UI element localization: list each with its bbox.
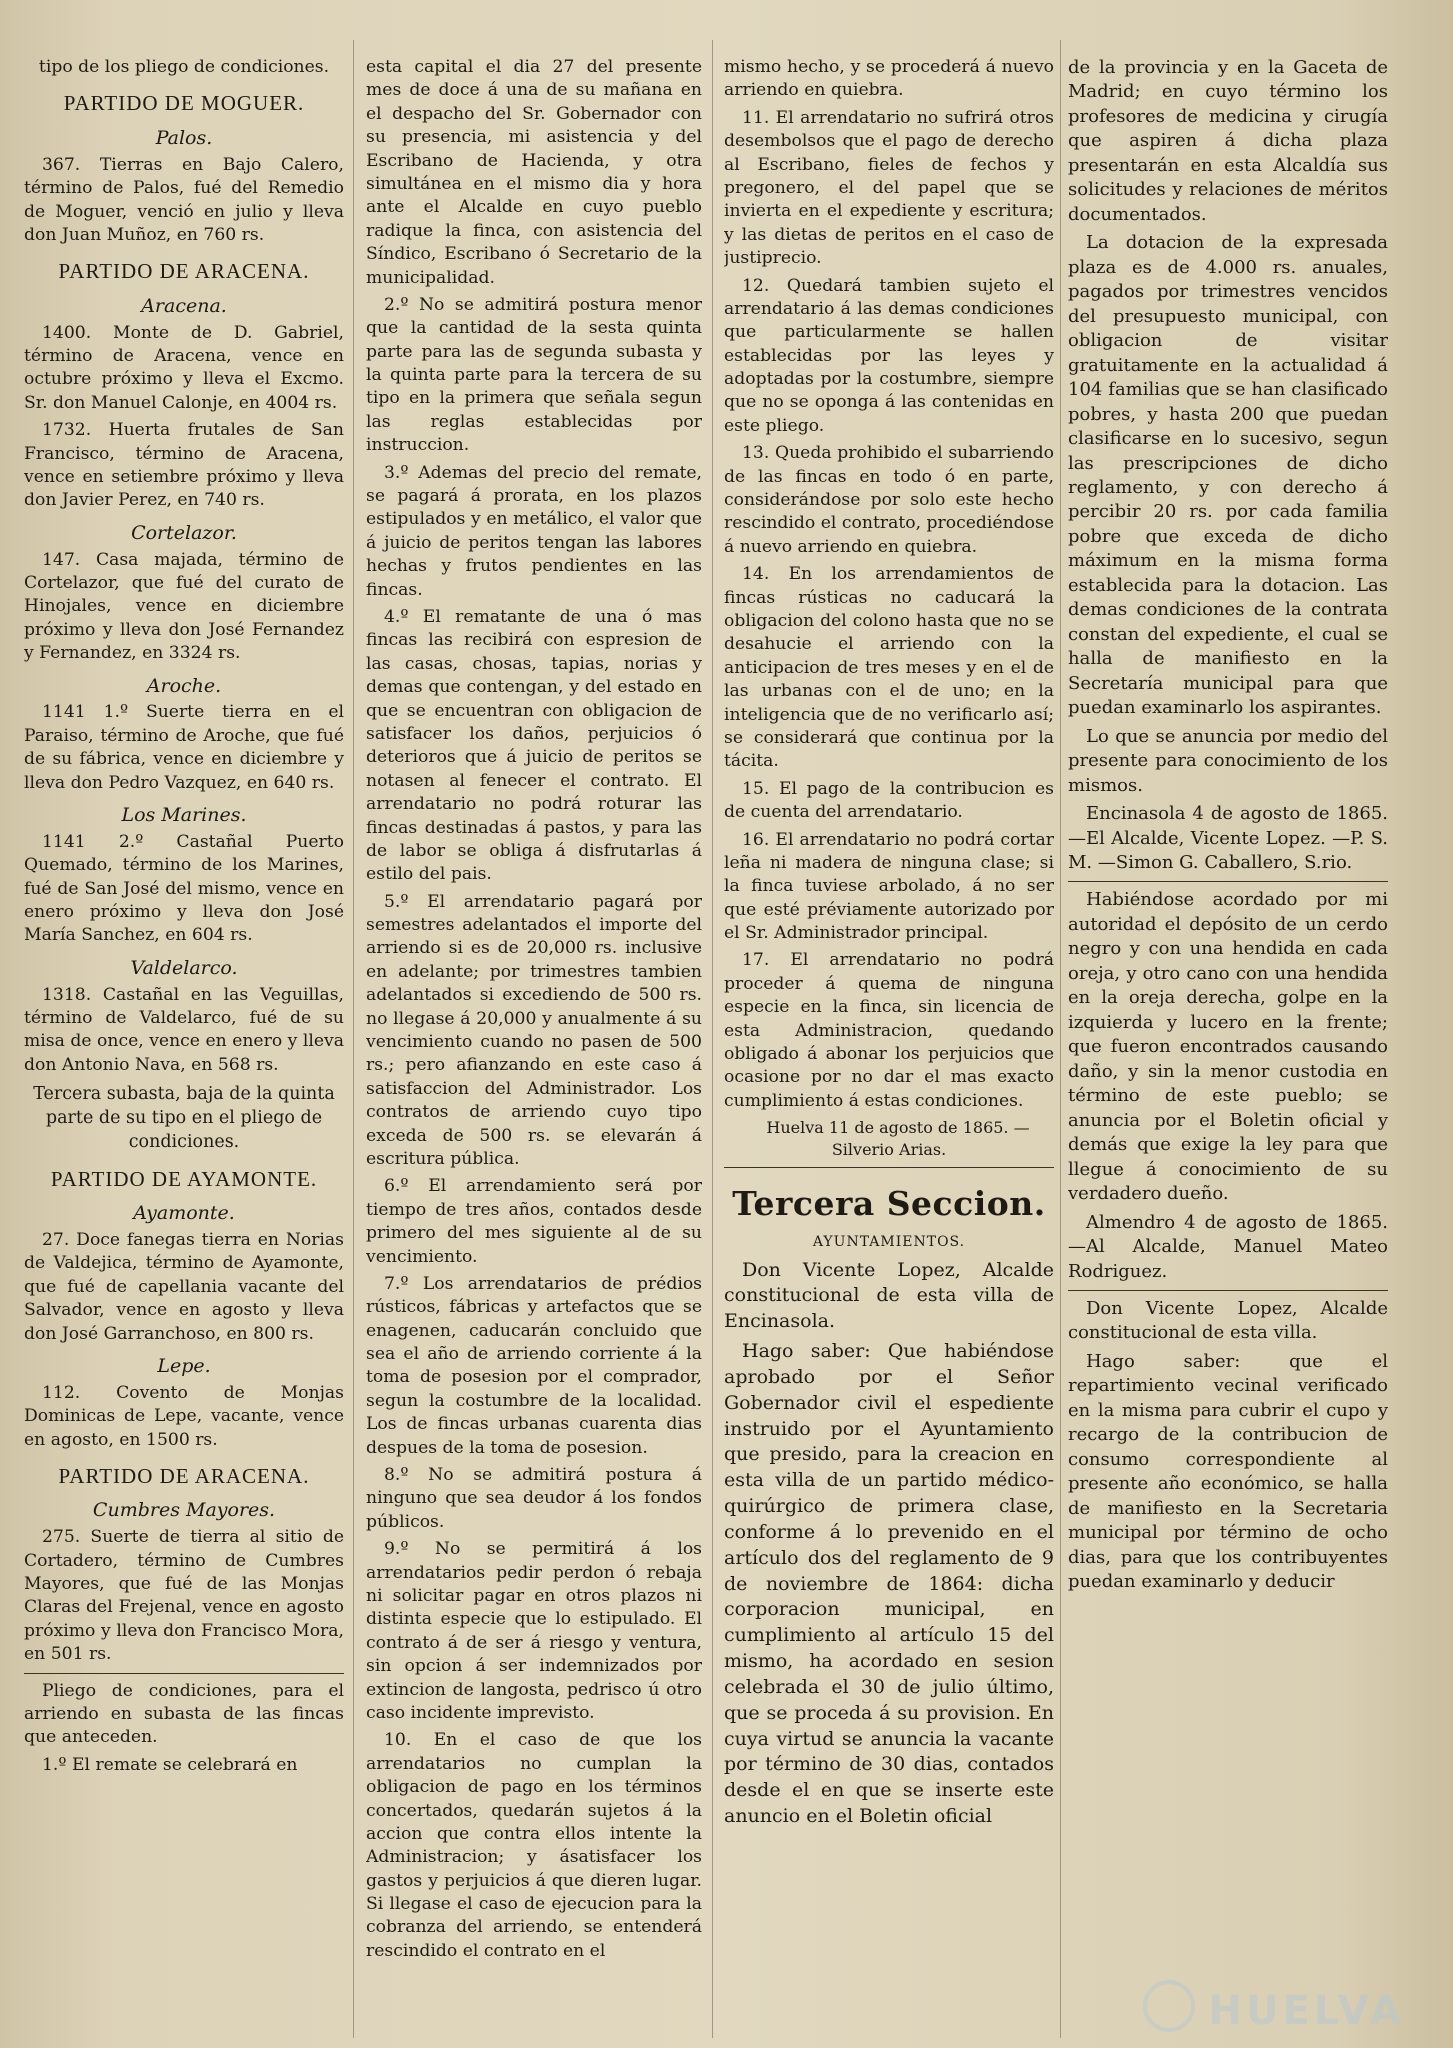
divider bbox=[24, 1673, 344, 1674]
signature: Huelva 11 de agosto de 1865. —Silverio Arias. bbox=[766, 1118, 1030, 1159]
paragraph: Don Vicente Lopez, Alcalde constitucional de esta villa. bbox=[1068, 1297, 1388, 1344]
condition: 17. El arrendatario no podrá proceder á quema de ninguna especie en la finca, sin licencia de esta Administracion, quedando obligado á abonar los perjuicios que ocasione por no dar el mas exacto cumplimiento á estas condiciones. bbox=[724, 950, 1054, 1111]
listing: 1141 2.º Castañal Puerto Quemado, término de los Marines, fué de San José del mismo, vence en enero próximo y lleva don José María Sanchez, en 604 rs. bbox=[24, 831, 344, 946]
paragraph: esta capital el dia 27 del presente mes de doce á una de su mañana en el despacho del Sr. Gobernador con su presencia, mi asistencia y del Escribano de Hacienda, y otra simultánea en el mismo dia y hora ante el Alcalde en cuyo pueblo radique la finca, con asistencia del Síndico, Escribano ó Secretario de la municipalidad. bbox=[366, 57, 702, 288]
condition: 8.º No se admitirá postura á ninguno que sea deudor á los fondos públicos. bbox=[366, 1465, 702, 1532]
town-heading: Aracena. bbox=[141, 294, 227, 317]
listing: 27. Doce fanegas tierra en Norias de Valdejica, término de Ayamonte, que fué de capellania vacante del Salvador, vence en agosto y lleva don José Garranchoso, en 800 rs. bbox=[24, 1229, 344, 1344]
condition: 10. En el caso de que los arrendatarios no cumplan la obligacion de pago en los términos concertados, quedarán sujetos á la accion que contra ellos intente la Administracion; y ásatisfacer los gastos y perjuicios á que dieren lugar. Si llegase el caso de ejecucion para la cobranza del arriendo, se entenderá rescindido el contrato en el bbox=[366, 1730, 702, 1961]
condition: 14. En los arrendamientos de fincas rústicas no caducará la obligacion del colono hasta que no se desahucie el arriendo con la anticipacion de tres meses y en el de las urbanas con el de uno; en la inteligencia que de no verificarlo así; se considerará que continua por la tácita. bbox=[724, 564, 1054, 772]
town-heading: Palos. bbox=[155, 126, 213, 149]
divider bbox=[1068, 881, 1388, 882]
listing: 1400. Monte de D. Gabriel, término de Aracena, vence en octubre próximo y lleva el Excmo. Sr. don Manuel Calonje, en 4004 rs. bbox=[24, 322, 344, 413]
column-rule bbox=[712, 40, 713, 2038]
condition: 4.º El rematante de una ó mas fincas las recibirá con espresion de las casas, chosas, tapias, norias y demas que contengan, y del estado en que se encuentran con obligacion de satisfacer los daños, perjuicios ó deterioros que á juicio de peritos se notasen al fenecer el contrato. El arrendatario no podrá roturar las fincas destinadas á pastos, y para las de labor se obliga á disfrutarlas á estilo del pais. bbox=[366, 606, 702, 885]
column-3 bbox=[724, 56, 1054, 2030]
paragraph: 1.º El remate se celebrará en bbox=[42, 1754, 298, 1775]
listing: 112. Covento de Monjas Dominicas de Lepe, vacante, vence en agosto, en 1500 rs. bbox=[24, 1382, 344, 1450]
condition: 16. El arrendatario no podrá cortar leña ni madera de ninguna clase; si la finca tuviese arbolado, á no ser que esté préviamente autorizado por el Sr. Administrador principal. bbox=[724, 829, 1054, 944]
signature: Almendro 4 de agosto de 1865. —Al Alcalde, Manuel Mateo Rodriguez. bbox=[1068, 1211, 1388, 1282]
town-heading: Valdelarco. bbox=[130, 956, 238, 979]
column-2 bbox=[366, 56, 702, 2030]
section-subtitle: AYUNTAMIENTOS. bbox=[812, 1233, 966, 1250]
town-heading: Los Marines. bbox=[121, 804, 247, 826]
paragraph: Don Vicente Lopez, Alcalde constitucional de esta villa de Encinasola. bbox=[724, 1258, 1054, 1333]
column-rule bbox=[1060, 40, 1061, 2038]
section-heading: PARTIDO DE ARACENA. bbox=[58, 259, 310, 284]
listing: 1141 1.º Suerte tierra en el Paraiso, término de Aroche, que fué de su fábrica, vence en diciembre y lleva don Pedro Vazquez, en 640 rs. bbox=[24, 702, 344, 793]
paragraph: Pliego de condiciones, para el arriendo en subasta de las fincas que anteceden. bbox=[24, 1680, 344, 1748]
town-heading: Ayamonte. bbox=[133, 1202, 235, 1225]
signature: Encinasola 4 de agosto de 1865. —El Alcalde, Vicente Lopez. —P. S. M. —Simon G. Caballero, S.rio. bbox=[1068, 803, 1388, 873]
paragraph: Hago saber: que el repartimiento vecinal verificado en la misma para cubrir el cupo y recargo de la contribucion de consumo correspondiente al presente año económico, se halla de manifiesto en la Secretaria municipal por término de ocho dias, para que los contribuyentes puedan examinarlo y deducir bbox=[1068, 1350, 1388, 1593]
column-1 bbox=[24, 56, 344, 2030]
town-heading: Cortelazor. bbox=[131, 521, 237, 544]
condition: 6.º El arrendamiento será por tiempo de tres años, contados desde primero del mes siguiente al de su vencimiento. bbox=[366, 1176, 702, 1267]
condition: 9.º No se permitirá á los arrendatarios pedir perdon ó rebaja ni solicitar pagar en otros plazos ni distinta especie que lo estipulado. El contrato á de ser á riesgo y ventura, sin opcion á ser indemnizados por extincion de langosta, pedrisco ú otro caso incidente imprevisto. bbox=[366, 1539, 702, 1723]
column-rule bbox=[353, 40, 354, 2038]
column-4 bbox=[1068, 56, 1388, 2030]
subasta-notice: Tercera subasta, baja de la quinta parte de su tipo en el pliego de condiciones. bbox=[33, 1084, 335, 1152]
condition: 3.º Ademas del precio del remate, se pagará á prorata, en los plazos estipulados y en metálico, el valor que á juicio de peritos tengan las labores hechas y frutos pendientes en las fincas. bbox=[366, 462, 702, 600]
section-heading: PARTIDO DE AYAMONTE. bbox=[50, 1166, 318, 1191]
divider bbox=[724, 1167, 1054, 1168]
paragraph: La dotacion de la expresada plaza es de 4.000 rs. anuales, pagados por trimestres vencidos del presupuesto municipal, con obligacion de visitar gratuitamente en la actualidad á 104 familias que se han clasificado pobres, y hasta 200 que puedan clasificarse en lo sucesivo, segun las prescripciones de dicho reglamento, y con derecho á percibir 20 rs. por cada familia pobre que exceda de dicho máximum en la misma forma establecida para la dotacion. Las demas condiciones de la contrata constan del expediente, el cual se halla de manifiesto en la Secretaría municipal para que puedan examinarlo los aspirantes. bbox=[1068, 232, 1388, 719]
paragraph: Habiéndose acordado por mi autoridad el depósito de un cerdo negro y con una hendida en cada oreja, y otro cano con una hendida en la oreja derecha, golpe en la izquierda y lucero en la frente; que fueron encontrados causando daño, y sin la menor custodia en término de este pueblo; se anuncia por el Boletin oficial y demás que exige la ley para que llegue á conocimiento de su verdadero dueño. bbox=[1068, 889, 1388, 1205]
listing: 147. Casa majada, término de Cortelazor, que fué del curato de Hinojales, vence en diciembre próximo y lleva don José Fernandez y Fernandez, en 3324 rs. bbox=[24, 549, 344, 664]
listing: 275. Suerte de tierra al sitio de Cortadero, término de Cumbres Mayores, que fué de las Monjas Claras del Frejenal, vence en agosto próximo y lleva don Francisco Mora, en 501 rs. bbox=[24, 1527, 344, 1665]
paragraph: tipo de los pliego de condiciones. bbox=[38, 57, 330, 77]
condition: 11. El arrendatario no sufrirá otros desembolsos que el pago de derecho al Escribano, fieles de fechos y pregonero, el del papel que se invierta en el expediente y escritura; y las dietas de peritos en el caso de justiprecio. bbox=[724, 107, 1054, 269]
listing: 1318. Castañal en las Veguillas, término de Valdelarco, fué de su misa de once, vence en enero y lleva don Antonio Nava, en 568 rs. bbox=[24, 984, 344, 1075]
section-heading: PARTIDO DE MOGUER. bbox=[63, 91, 305, 116]
town-heading: Aroche. bbox=[146, 674, 222, 697]
condition: 7.º Los arrendatarios de prédios rústicos, fábricas y artefactos que se enagenen, caducarán concluido que sea el año de arriendo corriente á la toma de posesion por el comprador, segun la costumbre de la localidad. Los de fincas urbanas cuarenta dias despues de la toma de posesion. bbox=[366, 1273, 702, 1458]
section-heading: PARTIDO DE ARACENA. bbox=[58, 1463, 310, 1488]
section-title: Tercera Seccion. bbox=[732, 1183, 1046, 1223]
paragraph: Hago saber: Que habiéndose aprobado por el Señor Gobernador civil el espediente instruido por el Ayuntamiento que presido, para la creacion en esta villa de un partido médico-quirúrgico de primera clase, conforme á lo prevenido en el artículo dos del reglamento de 9 de noviembre de 1864: dicha corporacion municipal, en cumplimiento al artículo 15 del mismo, ha acordado en sesion celebrada el 30 de julio último, que se proceda á su provision. En cuya virtud se anuncia la vacante por término de 30 dias, contados desde el en que se inserte este anuncio en el Boletin oficial bbox=[724, 1340, 1054, 1827]
watermark: HUELVA bbox=[1208, 1988, 1405, 2034]
condition: 13. Queda prohibido el subarriendo de las fincas en todo ó en parte, considerándose por solo este hecho rescindido el contrato, procediéndose á nuevo arriendo en quiebra. bbox=[724, 443, 1054, 557]
watermark-badge-icon bbox=[1143, 1980, 1195, 2032]
paragraph: Lo que se anuncia por medio del presente para conocimiento de los mismos. bbox=[1068, 725, 1388, 796]
town-heading: Cumbres Mayores. bbox=[92, 1499, 276, 1522]
listing: 367. Tierras en Bajo Calero, término de Palos, fué del Remedio de Moguer, venció en julio y lleva don Juan Muñoz, en 760 rs. bbox=[24, 154, 344, 245]
condition: 2.º No se admitirá postura menor que la cantidad de la sesta quinta parte para las de segunda subasta y la quinta parte para la tercera de su tipo en la primera que señala segun las reglas establecidas por instruccion. bbox=[366, 294, 702, 456]
paragraph: de la provincia y en la Gaceta de Madrid; en cuyo término los profesores de medicina y cirugía que aspiren á dicha plaza presentarán en esta Alcaldía sus solicitudes y relaciones de méritos documentados. bbox=[1068, 57, 1388, 225]
town-heading: Lepe. bbox=[157, 1354, 211, 1377]
condition: 15. El pago de la contribucion es de cuenta del arrendatario. bbox=[724, 778, 1054, 823]
divider bbox=[1068, 1290, 1388, 1291]
listing: 1732. Huerta frutales de San Francisco, término de Aracena, vence en setiembre próximo y lleva don Javier Perez, en 740 rs. bbox=[24, 420, 344, 511]
condition: 12. Quedará tambien sujeto el arrendatario á las demas condiciones que particularmente se hallen establecidas por las leyes y adoptadas por la costumbre, siempre que no se oponga á las contenidas en este pliego. bbox=[724, 275, 1054, 436]
condition: 5.º El arrendatario pagará por semestres adelantados el importe del arriendo si es de 20,000 rs. inclusive en adelante; por trimestres tambien adelantados si excediendo de 500 rs. no llegase á 20,000 y anualmente á su vencimiento cuando no pasen de 500 rs.; pero afianzando en este caso á satisfaccion del Administrador. Los contratos de arriendo cuyo tipo exceda de 500 rs. se elevarán á escritura pública. bbox=[366, 891, 702, 1169]
paragraph: mismo hecho, y se procederá á nuevo arriendo en quiebra. bbox=[724, 57, 1054, 101]
